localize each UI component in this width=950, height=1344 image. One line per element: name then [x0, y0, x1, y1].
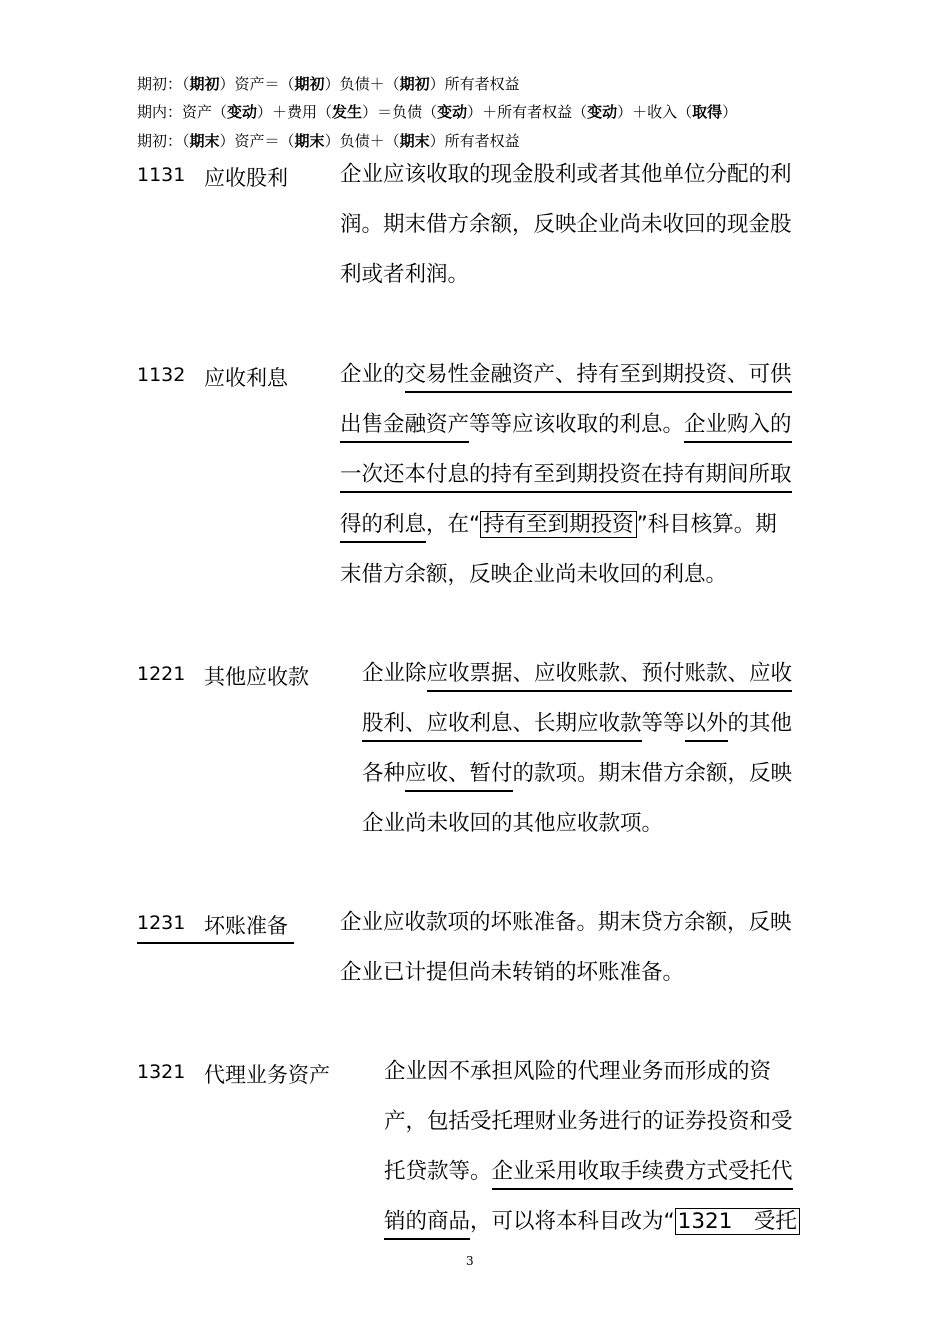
- entry-text: 销的商品，可以将本科目改为“ 1321 受托: [384, 1207, 800, 1237]
- entry-text: 出售金融资产等等应该收取的利息。企业购入的: [340, 410, 792, 440]
- entry-text: 产，包括受托理财业务进行的证券投资和受: [384, 1109, 793, 1134]
- underlined-text: 得的利息: [340, 512, 426, 543]
- entry-text: 润。期末借方余额，反映企业尚未收回的现金股: [340, 212, 792, 237]
- formula-line-closing: 期初：（期末）资产＝（期末）负债＋（期末）所有者权益: [137, 132, 520, 150]
- entry-code: 1132: [137, 364, 186, 386]
- entry-text: 托贷款等。企业采用收取手续费方式受托代: [384, 1157, 793, 1187]
- entry-text: 末借方余额，反映企业尚未收回的利息。: [340, 562, 728, 587]
- entry-text: 企业应该收取的现金股利或者其他单位分配的利: [340, 162, 792, 187]
- underlined-text: 销的商品: [384, 1209, 470, 1240]
- entry-code: 1321: [137, 1061, 186, 1083]
- entry-text: [340, 460, 792, 490]
- entry-text: 各种应收、暂付的款项。期末借方余额，反映: [362, 759, 792, 789]
- formula-line-opening: 期初：（期初）资产＝（期初）负债＋（期初）所有者权益: [137, 75, 520, 93]
- entry-text: 企业应收款项的坏账准备。期末贷方余额，反映: [340, 910, 792, 935]
- underlined-text: 一次还本付息的持有至到期投资在持有期间所取: [340, 462, 792, 493]
- entry-text: 企业因不承担风险的代理业务而形成的资: [384, 1059, 772, 1084]
- entry-title: 坏账准备: [204, 914, 288, 938]
- entry-text: 得的利息，在“ 持有至到期投资 ”科目核算。期: [340, 510, 777, 540]
- boxed-text: 持有至到期投资: [480, 511, 637, 538]
- underlined-text: 企业采用收取手续费方式受托代: [492, 1159, 793, 1190]
- entry-code: 1231: [137, 912, 186, 934]
- entry-code: 1131: [137, 164, 186, 186]
- underlined-text: 出售金融资产: [340, 412, 469, 443]
- entry-title: 其他应收款: [204, 665, 309, 689]
- entry-code: 1221: [137, 663, 186, 685]
- underlined-text: 股利、应收利息、长期应收款: [362, 711, 642, 742]
- entry-text: 股利、应收利息、长期应收款等等以外的其他: [362, 709, 792, 739]
- boxed-text: 1321 受托: [675, 1208, 800, 1235]
- page-number: 3: [466, 1254, 474, 1268]
- entry-text: 企业尚未收回的其他应收款项。: [362, 811, 664, 836]
- entry-text: 企业的交易性金融资产、持有至到期投资、可供: [340, 360, 792, 390]
- entry-text: 企业已计提但尚未转销的坏账准备。: [340, 960, 685, 985]
- underlined-text: 企业购入的: [684, 412, 792, 443]
- underlined-text: 以外: [685, 711, 728, 742]
- entry-text: 企业除应收票据、应收账款、预付账款、应收: [362, 659, 792, 689]
- entry-title: 应收利息: [204, 366, 288, 390]
- formula-line-period: 期内：资产（变动）＋费用（发生）＝负债（变动）＋所有者权益（变动）＋收入（取得）: [137, 103, 738, 121]
- underlined-text: 应收、暂付: [405, 761, 513, 792]
- entry-title: 代理业务资产: [204, 1063, 330, 1087]
- entry-title: 应收股利: [204, 166, 288, 190]
- underlined-text: 交易性金融资产、持有至到期投资、可供: [405, 362, 792, 393]
- entry-text: 利或者利润。: [340, 262, 470, 287]
- underlined-text: 应收票据、应收账款、预付账款、应收: [427, 661, 793, 692]
